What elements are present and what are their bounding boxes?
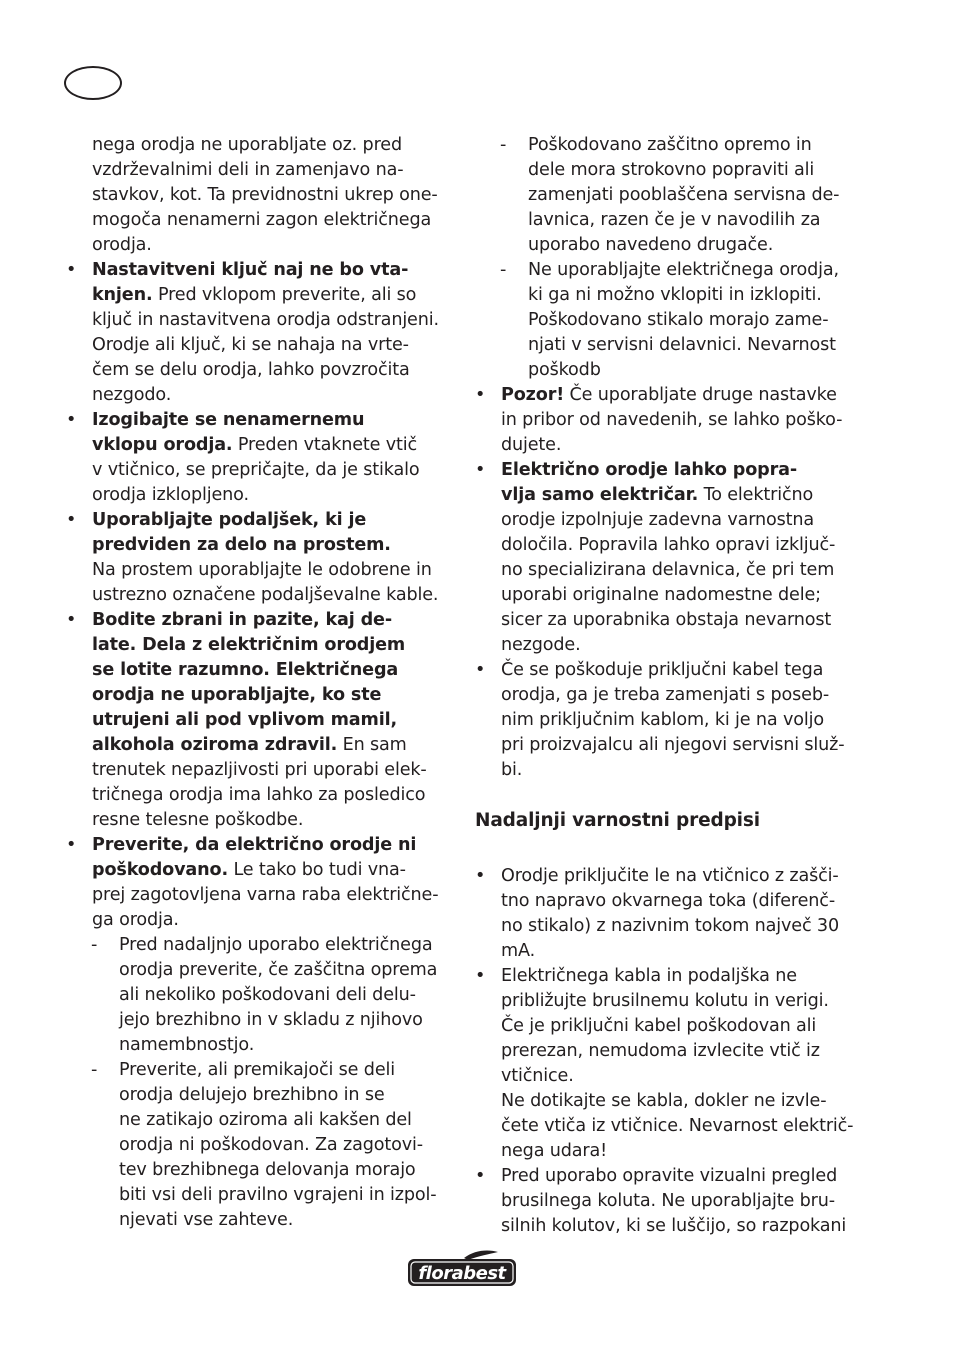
bullet-key-removal: • Nastavitveni ključ naj ne bo vta- knjen. Pred vklopom preverite, ali so ključ in nastavitvena orodja odstranjeni. Orodje ali ključ, ki se nahaja na vrte- čem se delu orodja, lahko povzročita nezgodo.: [66, 258, 456, 408]
bullet-attention: • Bodite zbrani in pazite, kaj de- late. Dela z električnim orodjem se lotite razumno. Električnega orodja ne uporabljajte, ko ste utrujeni ali pod vplivom mamil, alkohola oziroma zdravil. En sam trenutek nepazljivosti pri uporabi elek- tričnega orodja ima lahko za posledico resne telesne poškodbe.: [66, 608, 456, 833]
left-column: [66, 133, 456, 1233]
bullet-power-cable: • Če se poškoduje priključni kabel tega orodja, ga je treba zamenjati s poseb- nim priključnim kablom, ki je na voljo pri proizvajalcu ali njegovi servisni služ- bi.: [475, 658, 870, 783]
bullet-extension-cord: • Uporabljajte podaljšek, ki je predviden za delo na prostem. Na prostem uporabljajte le odobrene in ustrezno označene podaljševalne kable.: [66, 508, 456, 608]
language-badge: [64, 66, 122, 100]
bullet-cable-distance: • Električnega kabla in podaljška ne približujte brusilnemu kolutu in verigi. Če je priključni kabel poškodovan ali prerezan, nemudoma izvlecite vtič iz vtičnice. Ne dotikajte se kabla, dokler ne izvle- čete vtiča iz vtičnice. Nevarnost električ- nega udara!: [475, 964, 870, 1164]
bullet-check-damage: • Preverite, da električno orodje ni poškodovano. Le tako bo tudi vna- prej zagotovljena varna raba električne- ga orodja.: [66, 833, 456, 933]
dash-item-moving-parts: - Preverite, ali premikajoči se deli orodja delujejo brezhibno in se ne zatikajo oziroma ali kakšen del orodja ni poškodovan. Za zagotovi- tev brezhibnega delovanja morajo biti vsi deli pravilno vgrajeni in izpol- njevati vse zahteve.: [66, 1058, 456, 1233]
bullet-caution: • Pozor! Če uporabljate druge nastavke in pribor od navedenih, se lahko poško- dujete.: [475, 383, 870, 458]
intro-continuation: nega orodja ne uporabljate oz. pred vzdrževalnimi deli in zamenjavo na- stavkov, kot. Ta previdnostni ukrep one- mogoča nenamerni zagon električnega orodja.: [92, 135, 438, 255]
section-heading: Nadaljnji varnostni predpisi: [475, 810, 760, 831]
right-column: [475, 133, 870, 1239]
bullet-electrician: • Električno orodje lahko popra- vlja samo električar. To električno orodje izpolnjuje zadevna varnostna določila. Popravila lahko opravi izključ- no specializirana delavnica, če pri tem uporabi originalne nadomestne dele; sicer za uporabnika obstaja nevarnost nezgode.: [475, 458, 870, 658]
logo-text: florabest: [418, 1263, 506, 1284]
bullet-rcd: • Orodje priključite le na vtičnico z zašči- tno napravo okvarnega toka (diferenč- no stikalo) z nazivnim tokom največ 30 mA.: [475, 864, 870, 964]
florabest-logo: [406, 1250, 518, 1288]
dash-item-repair: - Poškodovano zaščitno opremo in dele mora strokovno popraviti ali zamenjati pooblaščena servisna de- lavnica, razen če je v navodilih za uporabo navedeno drugače.: [475, 133, 870, 258]
logo-leaf-icon: [464, 1250, 498, 1260]
bullet-visual-check: • Pred uporabo opravite vizualni pregled brusilnega koluta. Ne uporabljajte bru- silnih kolutov, ki se luščijo, so razpokani: [475, 1164, 870, 1239]
dash-item-switch: - Ne uporabljajte električnega orodja, ki ga ni možno vklopiti in izklopiti. Poškodovano stikalo morajo zame- njati v servisni delavnici. Nevarnost poškodb: [475, 258, 870, 383]
dash-item-protective: - Pred nadaljnjo uporabo električnega orodja preverite, če zaščitna oprema ali nekoliko poškodovani deli delu- jejo brezhibno in v skladu z njihovo namembnostjo.: [66, 933, 456, 1058]
bullet-avoid-start: • Izogibajte se nenamernemu vklopu orodja. Preden vtaknete vtič v vtičnico, se prepričajte, da je stikalo orodja izklopljeno.: [66, 408, 456, 508]
